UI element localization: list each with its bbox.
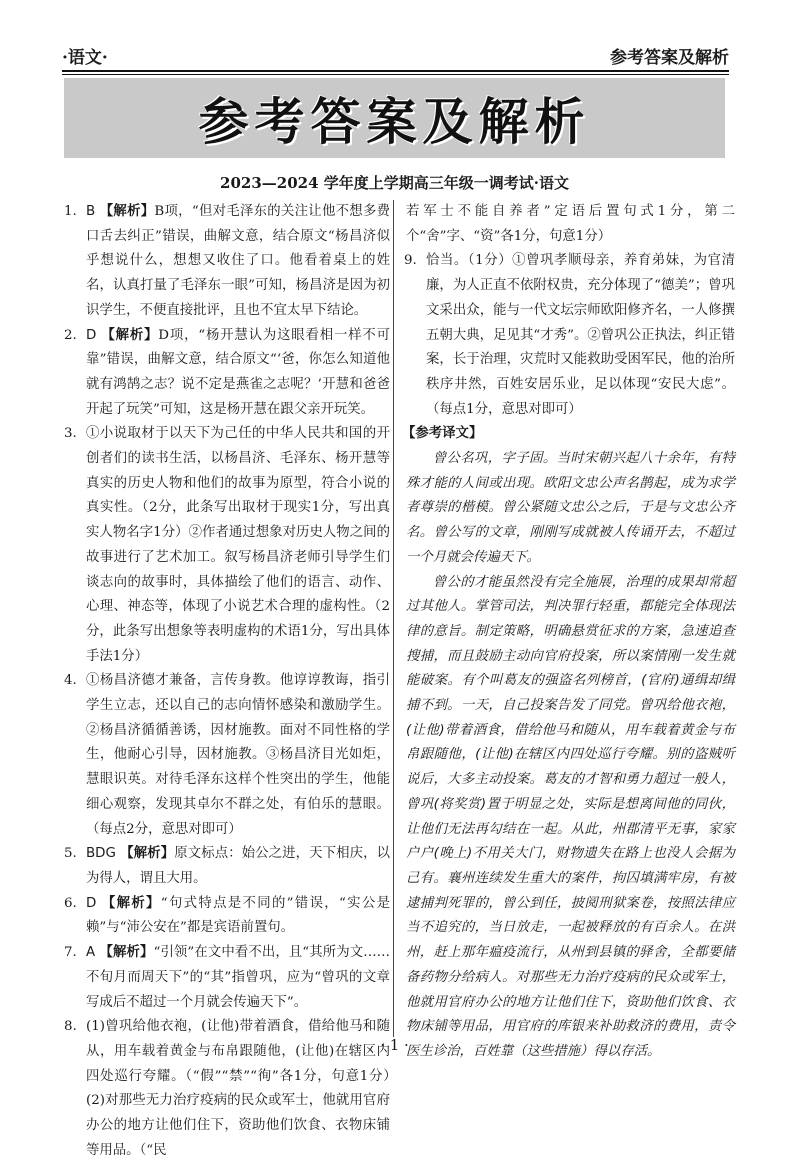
subject-label: ·语文· <box>62 48 108 68</box>
exam-title: 2023—2024 学年度上学期高三年级一调考试·语文 <box>220 174 569 192</box>
column-divider <box>393 200 394 1037</box>
banner-title: 参考答案及解析 <box>198 93 591 151</box>
answer-item-8-continued: 若军士不能自养者”定语后置句式1分，第二个“舍”字、“资”各1分，句意1分） <box>406 204 735 244</box>
translation-paragraph: 曾公的才能虽然没有完全施展，治理的成果却常超过其他人。掌管司法，判决罪行轻重，都能完全体现法律的意旨。制定策略，明确悬赏征求的方案，急速追查搜捕，而且鼓励主动向官府投案，所以案情刚一发生就能破案。有个叫葛友的强盗名列榜首，(官府)通缉却缉捕不到。一天，自己投案告发了同党。曾巩给他衣袍，(让他)带着酒食，借给他马和随从，用车载着黄金与布帛跟随他，(让他)在辖区内四处巡行夸耀。别的盗贼听说后，大多主动投案。葛友的才智和勇力超过一般人，曾巩(将奖赏)置于明显之处，实际是想离间他的同伙，让他们无法再勾结在一起。从此，州郡清平无事，家家户户(晚上)不用关大门，财物遗失在路上也没人会据为己有。襄州连续发生重大的案件，拘囚填满牢房，有被逮捕判死罪的，曾公到任，披阅刑狱案卷，按照法律应当不追究的，当日放走，一起被释放的有百余人。在洪州，赶上那年瘟疫流行，从州到县镇的驿舍，全都要储备药物分给病人。对那些无力治疗疫病的民众或军士，他就用官府办公的地方让他们住下，资助他们饮食、衣物床铺等用品，用官府的库银来补助救济的费用，责令医生诊治，百姓靠（这些措施）得以存活。 <box>406 574 735 1059</box>
answer-item-1: 1. B 【解析】B项，“但对毛泽东的关注让他不想多费口舌去纠正”错误，曲解文意，结合原文“杨昌济似乎想说什么，想想又收住了口。他看着桌上的姓名，认真打量了毛泽东一眼”可知，杨昌济是因为初识学生，不便直接批评，且也不宜太早下结论。 <box>64 204 391 318</box>
title-banner <box>64 78 725 158</box>
answer-item-5: 5. BDG 【解析】原文标点：始公之进，天下相庆，以为得人，谓且大用。 <box>64 846 391 886</box>
answer-item-8: 8. (1)曾巩给他衣袍，(让他)带着酒食，借给他马和随从，用车载着黄金与布帛跟随他，(让他)在辖区内四处巡行夸耀。（“假”“禁”“徇”各1分，句意1分） (2)对那些无力治疗疫病的民众或军士，他就用官府办公的地方让他们住下，资助他们饮食、衣物床铺等用品。（“民 <box>64 1019 404 1158</box>
answer-item-6: 6. D 【解析】“句式特点是不同的”错误，“实公是赖”与“沛公安在”都是宾语前置句。 <box>64 895 391 936</box>
header-rule-thick <box>62 70 729 72</box>
left-column <box>60 200 404 1163</box>
right-column <box>400 200 735 1065</box>
answer-item-9: 9. 恰当。（1分）①曾巩孝顺母亲，养育弟妹，为官清廉，为人正直不依附权贵，充分体现了“德美”；曾巩文采出众，能与一代文坛宗师欧阳修齐名，一人修撰五朝大典，足见其“才秀”。②曾巩公正执法，纠正错案，长于治理，灾荒时又能救助受困军民，他的治所秩序井然，百姓安居乐业，足以体现“安民大虑”。（每点1分，意思对即可） <box>404 253 735 417</box>
page-header <box>62 40 729 68</box>
answer-item-2: 2. D 【解析】D项，“杨开慧认为这眼看相一样不可靠”错误，曲解文意，结合原文“‘爸，你怎么知道他就有鸿鹄之志？说不定是燕雀之志呢？’开慧和爸爸开起了玩笑”可知，这是杨开慧在跟父亲开玩笑。 <box>64 327 390 417</box>
answer-item-7: 7. A 【解析】“引领”在文中看不出，且“其所为文……不旬月而周天下”的“其”指曾巩，应为“曾巩的文章写成后不超过一个月就会传遍天下”。 <box>64 945 390 1010</box>
reference-translation-heading: 【参考译文】 <box>402 426 483 442</box>
page-number: · 1 · <box>380 1036 409 1054</box>
header-title: 参考答案及解析 <box>610 48 729 68</box>
answer-item-4: 4. ①杨昌济德才兼备，言传身教。他谆谆教诲，指引学生立志，还以自己的志向情怀感染和激励学生。②杨昌济循循善诱，因材施教。面对不同性格的学生，他耐心引导，因材施教。③杨昌济目光如炬，慧眼识英。对待毛泽东这样个性突出的学生，他能细心观察，发现其卓尔不群之处，有伯乐的慧眼。（每点2分，意思对即可） <box>64 673 390 837</box>
header-rule-thin <box>62 74 729 75</box>
translation-paragraph: 曾公名巩，字子固。当时宋朝兴起八十余年，有特殊才能的人间或出现。欧阳文忠公声名鹊起，成为求学者尊崇的楷模。曾公紧随文忠公之后，于是与文忠公齐名。曾公写的文章，刚刚写成就被人传诵开去，不超过一个月就会传遍天下。 <box>406 451 735 565</box>
answer-item-3: 3. ①小说取材于以天下为己任的中华人民共和国的开创者们的读书生活，以杨昌济、毛泽东、杨开慧等真实的历史人物和他们的故事为原型，符合小说的真实性。（2分，此条写出取材于现实1分，写出真实人物名字1分）②作者通过想象对历史人物之间的故事进行了艺术加工。叙写杨昌济老师引导学生们谈志向的故事时，具体描绘了他们的语言、动作、心理、神态等，体现了小说艺术合理的虚构性。（2分，此条写出想象等表明虚构的术语1分，写出具体手法1分） <box>64 426 390 664</box>
